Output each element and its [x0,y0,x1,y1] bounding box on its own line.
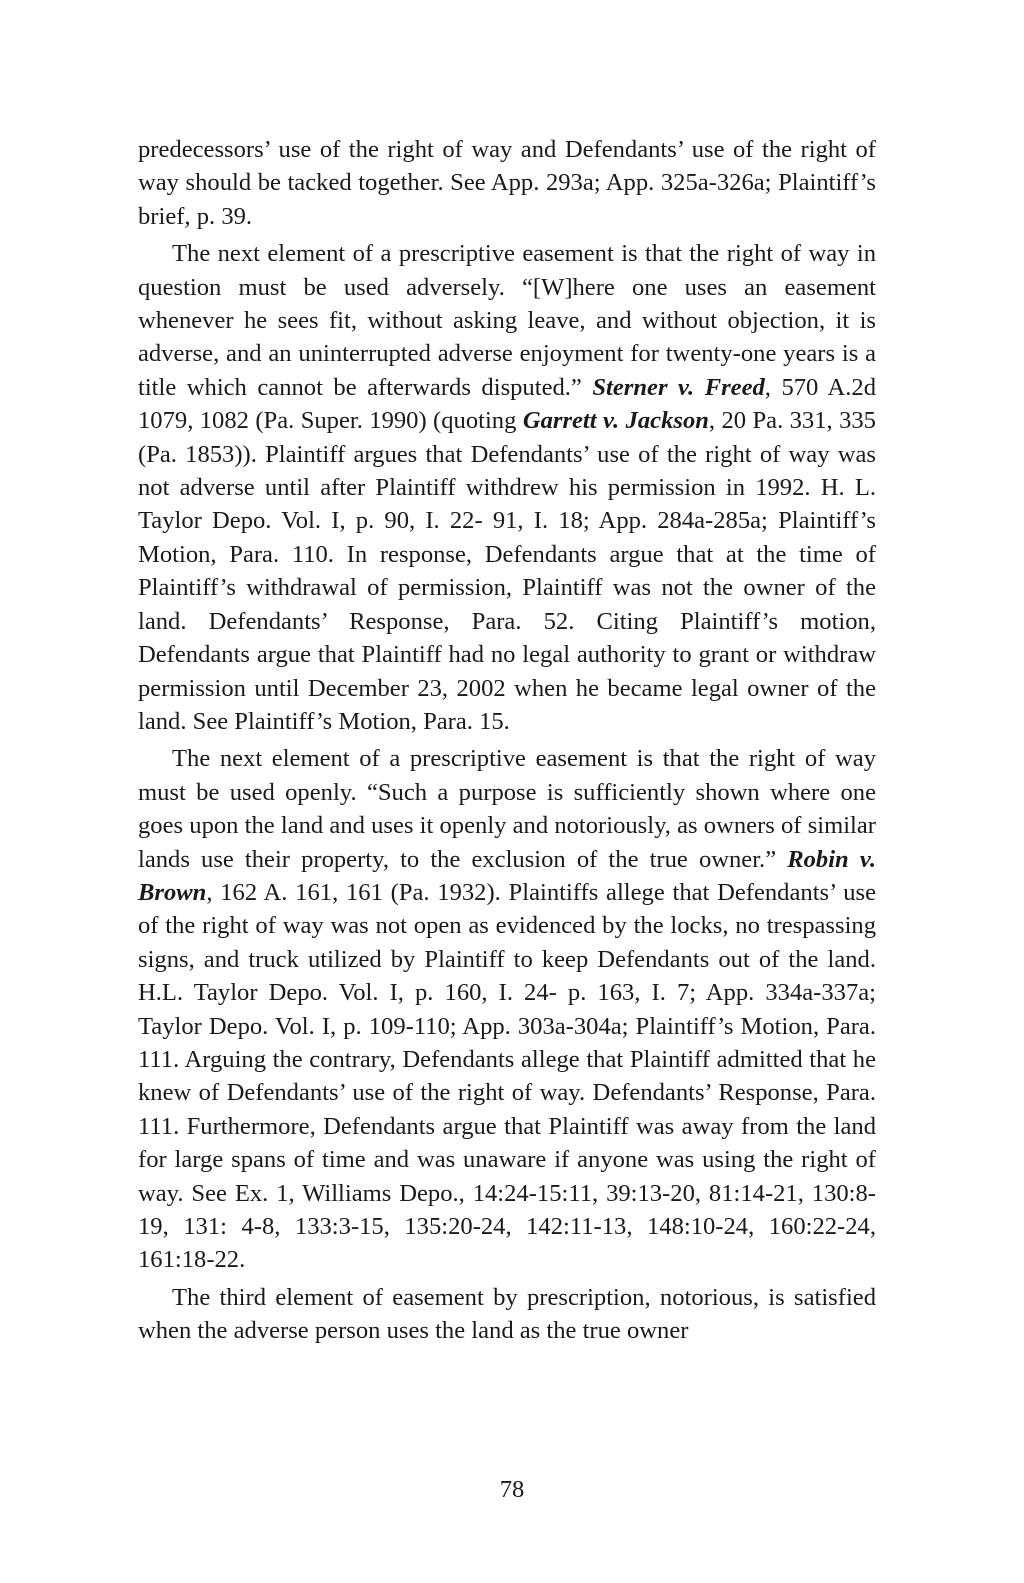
page-number: 78 [499,1476,525,1503]
case-citation-robin-v-brown: Robin v. Brown [138,845,876,906]
text-segment: , 20 Pa. 331, 335 (Pa. 1853)). Plaintiff argues that Defendants’ use of the right of way was not adverse until after Plaintiff withdrew his permission in 1992. H. L. Taylor Depo. Vol. I, p. 90, I. 22- 91, I. 18; App. 284a-285a; Plaintiff’s Motion, Para. 110. In response, Defendants argue that at the time of Plaintiff’s withdrawal of permission, Plaintiff was not the owner of the land. Defendants’ Response, Para. 52. Citing Plaintiff’s motion, Defendants argue that Plaintiff had no legal authority to grant or withdraw permission until December 23, 2002 when he became legal owner of the land. See Plaintiff’s Motion, Para. 15. [138,407,876,735]
text-segment: , 570 A.2d 1079, 1082 (Pa. Super. 1990) (quoting [138,373,876,435]
paragraph-notorious-use [138,1281,876,1348]
paragraph-continuation [138,133,876,233]
document-page-body [138,133,876,1348]
text-segment: , 162 A. 161, 161 (Pa. 1932). Plaintiffs allege that Defendants’ use of the right of way was not open as evidenced by the locks, no trespassing signs, and truck utilized by Plaintiff to keep Defendants out of the land. H.L. Taylor Depo. Vol. I, p. 160, I. 24- p. 163, I. 7; App. 334a-337a; Taylor Depo. Vol. I, p. 109-110; App. 303a-304a; Plaintiff’s Motion, Para. 111. Arguing the contrary, Defendants allege that Plaintiff admitted that he knew of Defendants’ use of the right of way. Defendants’ Response, Para. 111. Furthermore, Defendants argue that Plaintiff was away from the land for large spans of time and was unaware if anyone was using the right of way. See Ex. 1, Williams Depo., 14:24-15:11, 39:13-20, 81:14-21, 130:8-19, 131: 4-8, 133:3-15, 135:20-24, 142:11-13, 148:10-24, 160:22-24, 161:18-22. [138,878,876,1274]
text-segment: The next element of a prescriptive easement is that the right of way in question must be used adversely. “[W]here one uses an easement whenever he sees fit, without asking leave, and without objection, it is adverse, and an uninterrupted adverse enjoyment for twenty-one years is a title which cannot be afterwards disputed.” [138,240,876,401]
text-segment: The third element of easement by prescription, notorious, is satisfied when the adverse person uses the land as the true owner [138,1283,876,1345]
text-segment: predecessors’ use of the right of way and Defendants’ use of the right of way should be tacked together. See App. 293a; App. 325a-326a; Plaintiff’s brief, p. 39. [138,136,876,230]
case-citation-sterner-v-freed: Sterner v. Freed [592,373,765,401]
paragraph-open-use [138,742,876,1277]
paragraph-adverse-use [138,237,876,738]
text-segment: The next element of a prescriptive easement is that the right of way must be used openly. “Such a purpose is sufficiently shown where one goes upon the land and uses it openly and notoriously, as owners of similar lands use their property, to the exclusion of the true owner.” [138,745,876,873]
case-citation-garrett-v-jackson: Garrett v. Jackson [522,407,709,435]
